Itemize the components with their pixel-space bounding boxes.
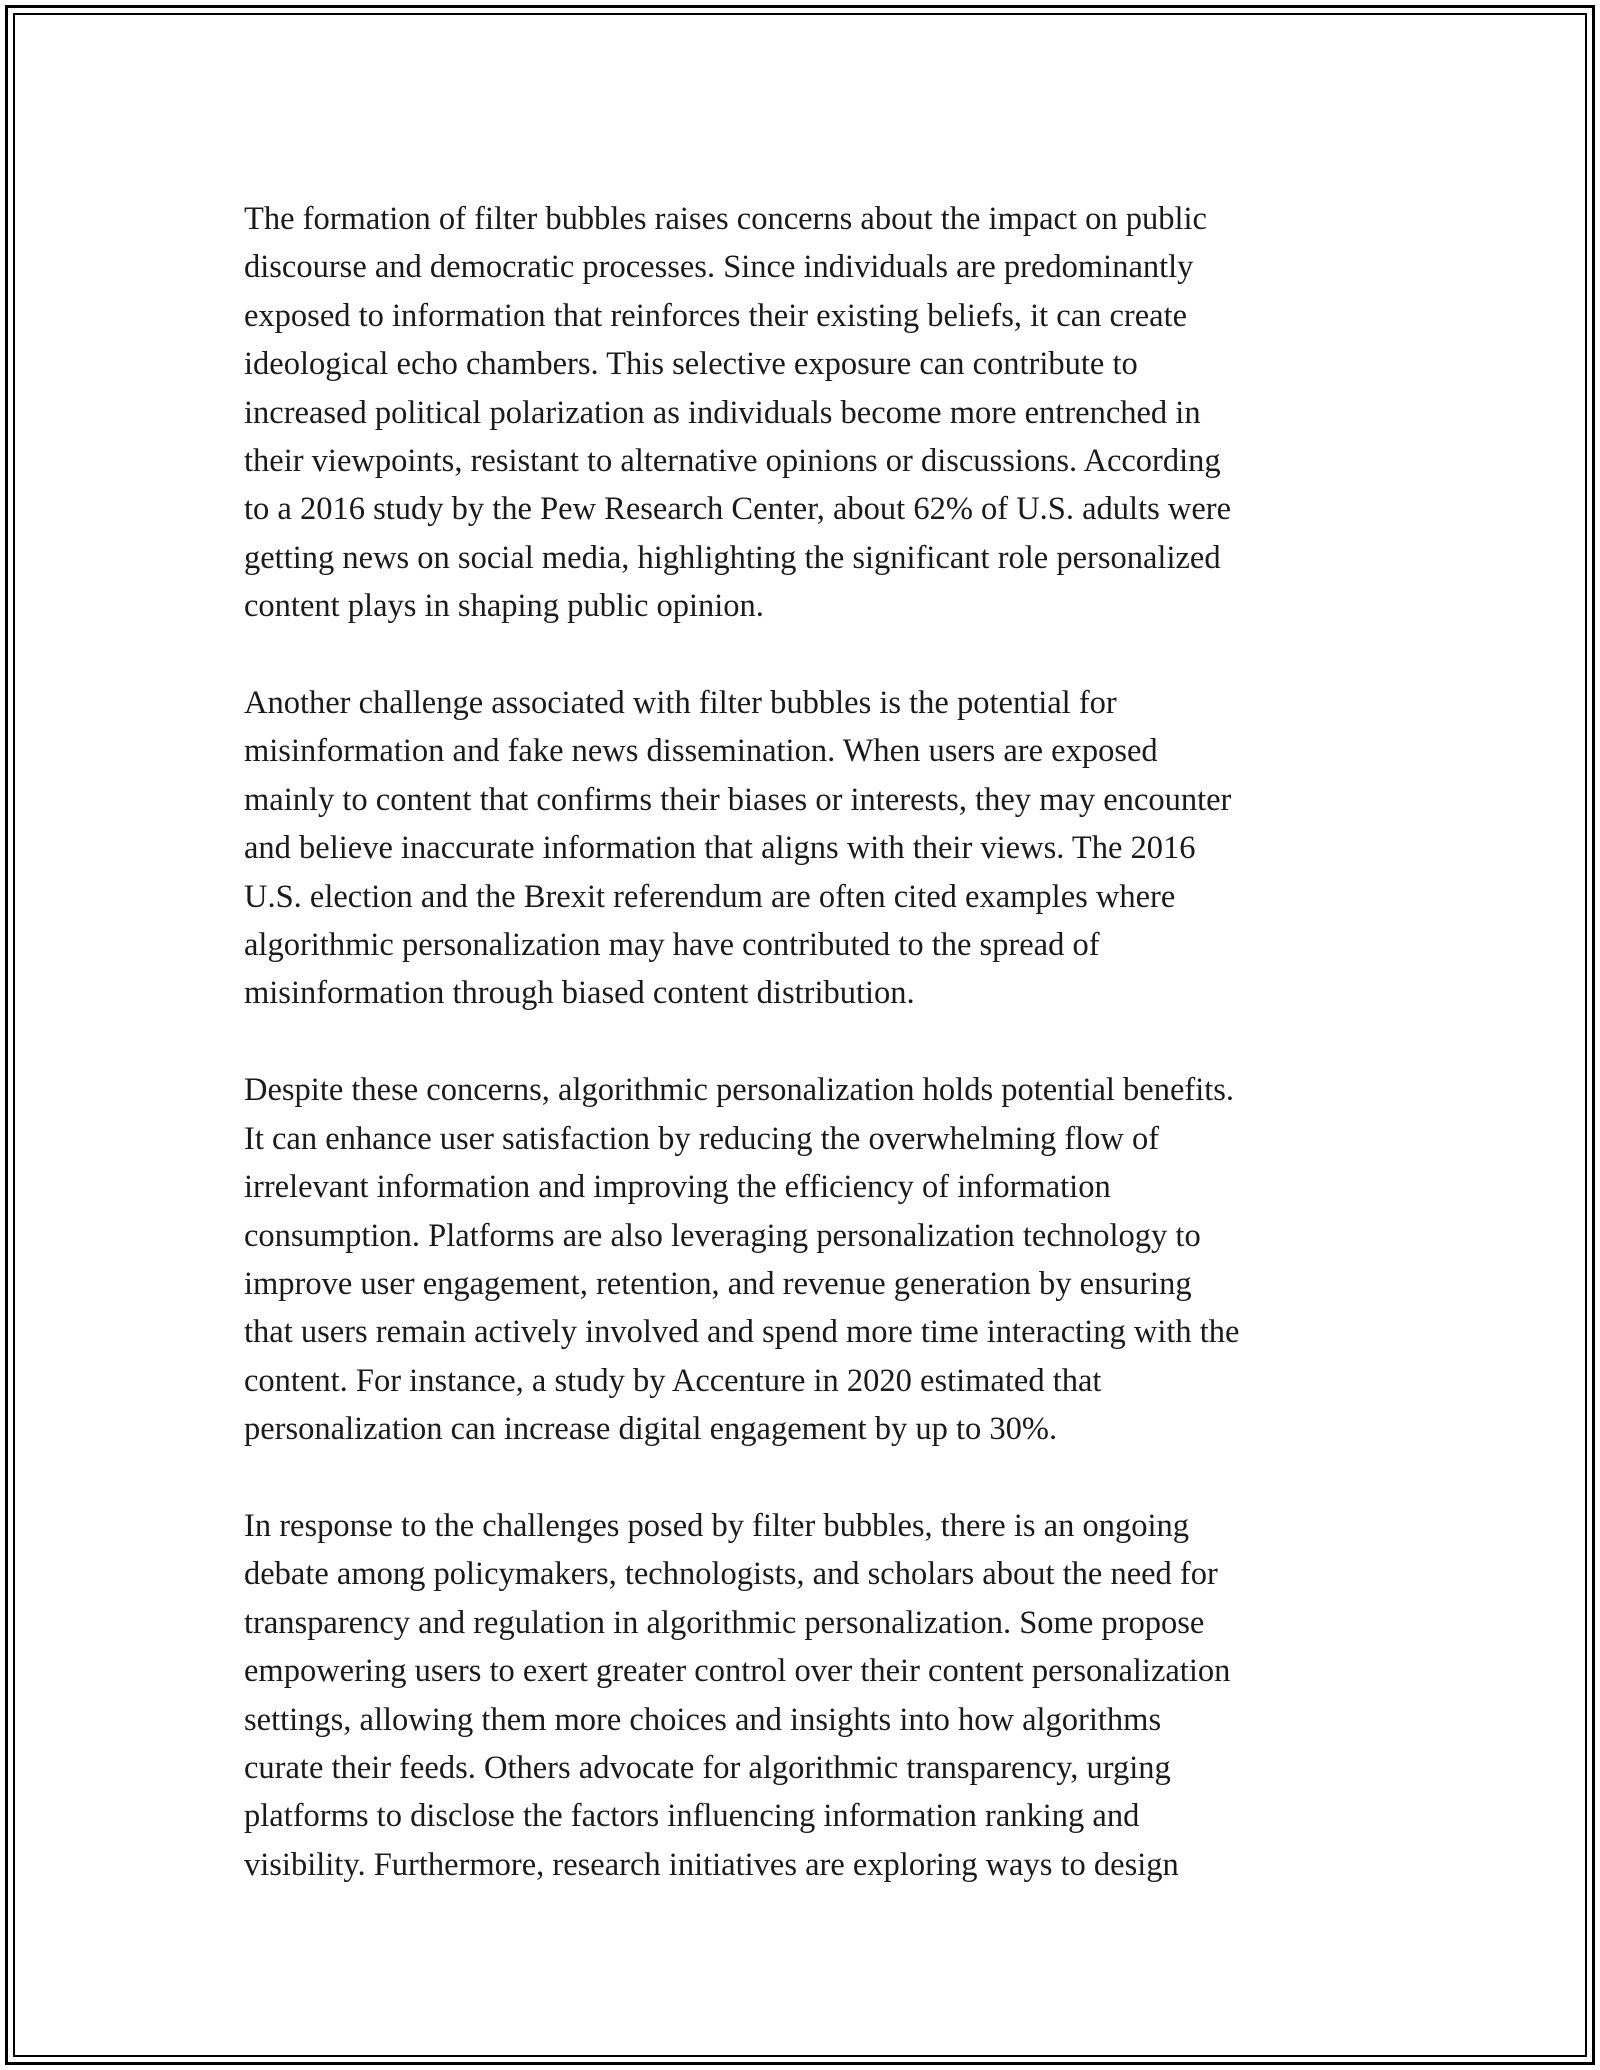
document-body xyxy=(244,195,1384,1889)
paragraph-personalization-benefits: Despite these concerns, algorithmic personalization holds potential benefits. It can enhance user satisfaction by reducing the overwhelming flow of irrelevant information and improving the efficiency of information consumption. Platforms are also leveraging personalization technology to improve user engagement, retention, and revenue generation by ensuring that users remain actively involved and spend more time interacting with the content. For instance, a study by Accenture in 2020 estimated that personalization can increase digital engagement by up to 30%. xyxy=(244,1072,1240,1448)
page-border xyxy=(5,5,1595,2065)
paragraph-filter-bubbles-discourse: The formation of filter bubbles raises concerns about the impact on public discourse and democratic processes. Since individuals are predominantly exposed to information that reinforces their existing beliefs, it can create ideological echo chambers. This selective exposure can contribute to increased political polarization as individuals become more entrenched in their viewpoints, resistant to alternative opinions or discussions. According to a 2016 study by the Pew Research Center, about 62% of U.S. adults were getting news on social media, highlighting the significant role personalized content plays in shaping public opinion. xyxy=(244,201,1232,625)
paragraph-misinformation: Another challenge associated with filter bubbles is the potential for misinformation and fake news dissemination. When users are exposed mainly to content that confirms their biases or interests, they may encounter and believe inaccurate information that aligns with their views. The 2016 U.S. election and the Brexit referendum are often cited examples where algorithmic personalization may have contributed to the spread of misinformation through biased content distribution. xyxy=(244,685,1232,1012)
paragraph-transparency-regulation: In response to the challenges posed by filter bubbles, there is an ongoing debate among policymakers, technologists, and scholars about the need for transparency and regulation in algorithmic personalization. Some propose empowering users to exert greater control over their content personalization settings, allowing them more choices and insights into how algorithms curate their feeds. Others advocate for algorithmic transparency, urging platforms to disclose the factors influencing information ranking and visibility. Furthermore, research initiatives are exploring ways to design xyxy=(244,1507,1231,1883)
